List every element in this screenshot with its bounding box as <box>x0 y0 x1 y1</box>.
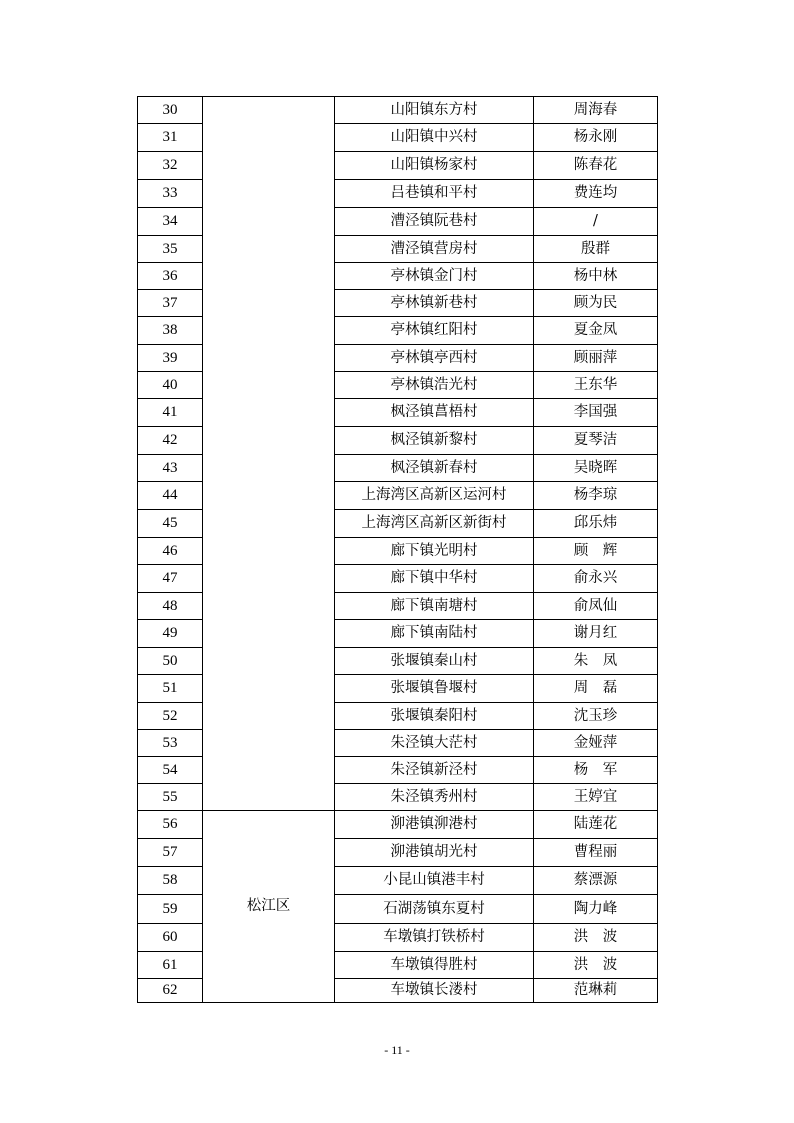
village-name: 石湖荡镇东夏村 <box>335 895 534 924</box>
row-number: 53 <box>138 730 203 757</box>
village-name: 枫泾镇新春村 <box>335 455 534 482</box>
village-name: 廊下镇中华村 <box>335 565 534 593</box>
village-name: 上海湾区高新区运河村 <box>335 482 534 510</box>
contact-name: 顾丽萍 <box>534 345 658 372</box>
contact-name: / <box>534 208 658 236</box>
contact-name: 俞凤仙 <box>534 593 658 620</box>
village-name: 漕泾镇营房村 <box>335 236 534 263</box>
row-number: 55 <box>138 784 203 811</box>
contact-name: 周海春 <box>534 97 658 124</box>
district-cell <box>203 97 335 811</box>
row-number: 59 <box>138 895 203 924</box>
village-name: 车墩镇得胜村 <box>335 952 534 979</box>
village-name: 吕巷镇和平村 <box>335 180 534 208</box>
row-number: 57 <box>138 839 203 867</box>
row-number: 36 <box>138 263 203 290</box>
village-name: 上海湾区高新区新街村 <box>335 510 534 538</box>
village-name: 廊下镇光明村 <box>335 538 534 565</box>
row-number: 46 <box>138 538 203 565</box>
contact-name: 王东华 <box>534 372 658 399</box>
row-number: 31 <box>138 124 203 152</box>
contact-name: 邱乐炜 <box>534 510 658 538</box>
village-name: 山阳镇杨家村 <box>335 152 534 180</box>
row-number: 42 <box>138 427 203 455</box>
village-name: 亭林镇浩光村 <box>335 372 534 399</box>
contact-name: 李国强 <box>534 399 658 427</box>
contact-name: 陶力峰 <box>534 895 658 924</box>
row-number: 43 <box>138 455 203 482</box>
row-number: 44 <box>138 482 203 510</box>
row-number: 54 <box>138 757 203 784</box>
row-number: 58 <box>138 867 203 895</box>
contact-name: 蔡漂源 <box>534 867 658 895</box>
village-name: 车墩镇打铁桥村 <box>335 924 534 952</box>
row-number: 40 <box>138 372 203 399</box>
village-name: 朱泾镇秀州村 <box>335 784 534 811</box>
row-number: 37 <box>138 290 203 317</box>
village-name: 廊下镇南塘村 <box>335 593 534 620</box>
contact-name: 沈玉珍 <box>534 703 658 730</box>
contact-name: 俞永兴 <box>534 565 658 593</box>
row-number: 49 <box>138 620 203 648</box>
contact-name: 洪 波 <box>534 924 658 952</box>
row-number: 32 <box>138 152 203 180</box>
village-name: 枫泾镇新黎村 <box>335 427 534 455</box>
contact-name: 曹程丽 <box>534 839 658 867</box>
contact-name: 顾为民 <box>534 290 658 317</box>
row-number: 61 <box>138 952 203 979</box>
district-cell-songjiang: 松江区 <box>203 811 335 1003</box>
row-number: 33 <box>138 180 203 208</box>
row-number: 34 <box>138 208 203 236</box>
row-number: 50 <box>138 648 203 675</box>
contact-name: 吴晓晖 <box>534 455 658 482</box>
village-name: 山阳镇东方村 <box>335 97 534 124</box>
village-name: 朱泾镇新泾村 <box>335 757 534 784</box>
contact-name: 顾 辉 <box>534 538 658 565</box>
contact-name: 杨永刚 <box>534 124 658 152</box>
row-number: 52 <box>138 703 203 730</box>
village-name: 枫泾镇菖梧村 <box>335 399 534 427</box>
row-number: 51 <box>138 675 203 703</box>
village-name: 张堰镇秦阳村 <box>335 703 534 730</box>
contact-name: 朱 凤 <box>534 648 658 675</box>
table-row <box>138 97 658 124</box>
contact-name: 王婷宜 <box>534 784 658 811</box>
contact-name: 殷群 <box>534 236 658 263</box>
village-name: 泖港镇胡光村 <box>335 839 534 867</box>
row-number: 35 <box>138 236 203 263</box>
contact-name: 金娅萍 <box>534 730 658 757</box>
contact-name: 杨李琼 <box>534 482 658 510</box>
village-name: 山阳镇中兴村 <box>335 124 534 152</box>
row-number: 30 <box>138 97 203 124</box>
row-number: 48 <box>138 593 203 620</box>
contact-name: 费连均 <box>534 180 658 208</box>
row-number: 45 <box>138 510 203 538</box>
village-name: 张堰镇鲁堰村 <box>335 675 534 703</box>
village-name: 廊下镇南陆村 <box>335 620 534 648</box>
row-number: 41 <box>138 399 203 427</box>
contact-name: 夏金凤 <box>534 317 658 345</box>
village-name: 朱泾镇大茫村 <box>335 730 534 757</box>
contact-name: 杨中林 <box>534 263 658 290</box>
village-name: 亭林镇亭西村 <box>335 345 534 372</box>
village-name: 泖港镇泖港村 <box>335 811 534 839</box>
village-name: 亭林镇红阳村 <box>335 317 534 345</box>
contact-name: 陆莲花 <box>534 811 658 839</box>
row-number: 38 <box>138 317 203 345</box>
page-number: - 11 - <box>384 1043 410 1057</box>
contact-name: 陈春花 <box>534 152 658 180</box>
row-number: 47 <box>138 565 203 593</box>
contact-name: 周 磊 <box>534 675 658 703</box>
village-name: 亭林镇新巷村 <box>335 290 534 317</box>
village-name: 漕泾镇阮巷村 <box>335 208 534 236</box>
village-contact-table <box>137 96 658 1003</box>
contact-name: 谢月红 <box>534 620 658 648</box>
village-name: 小昆山镇港丰村 <box>335 867 534 895</box>
row-number: 56 <box>138 811 203 839</box>
contact-name: 夏琴洁 <box>534 427 658 455</box>
village-name: 张堰镇秦山村 <box>335 648 534 675</box>
row-number: 62 <box>138 979 203 1003</box>
village-name: 车墩镇长溇村 <box>335 979 534 1003</box>
row-number: 39 <box>138 345 203 372</box>
row-number: 60 <box>138 924 203 952</box>
contact-name: 范琳莉 <box>534 979 658 1003</box>
village-name: 亭林镇金门村 <box>335 263 534 290</box>
table-row <box>138 811 658 839</box>
contact-name: 洪 波 <box>534 952 658 979</box>
contact-name: 杨 军 <box>534 757 658 784</box>
